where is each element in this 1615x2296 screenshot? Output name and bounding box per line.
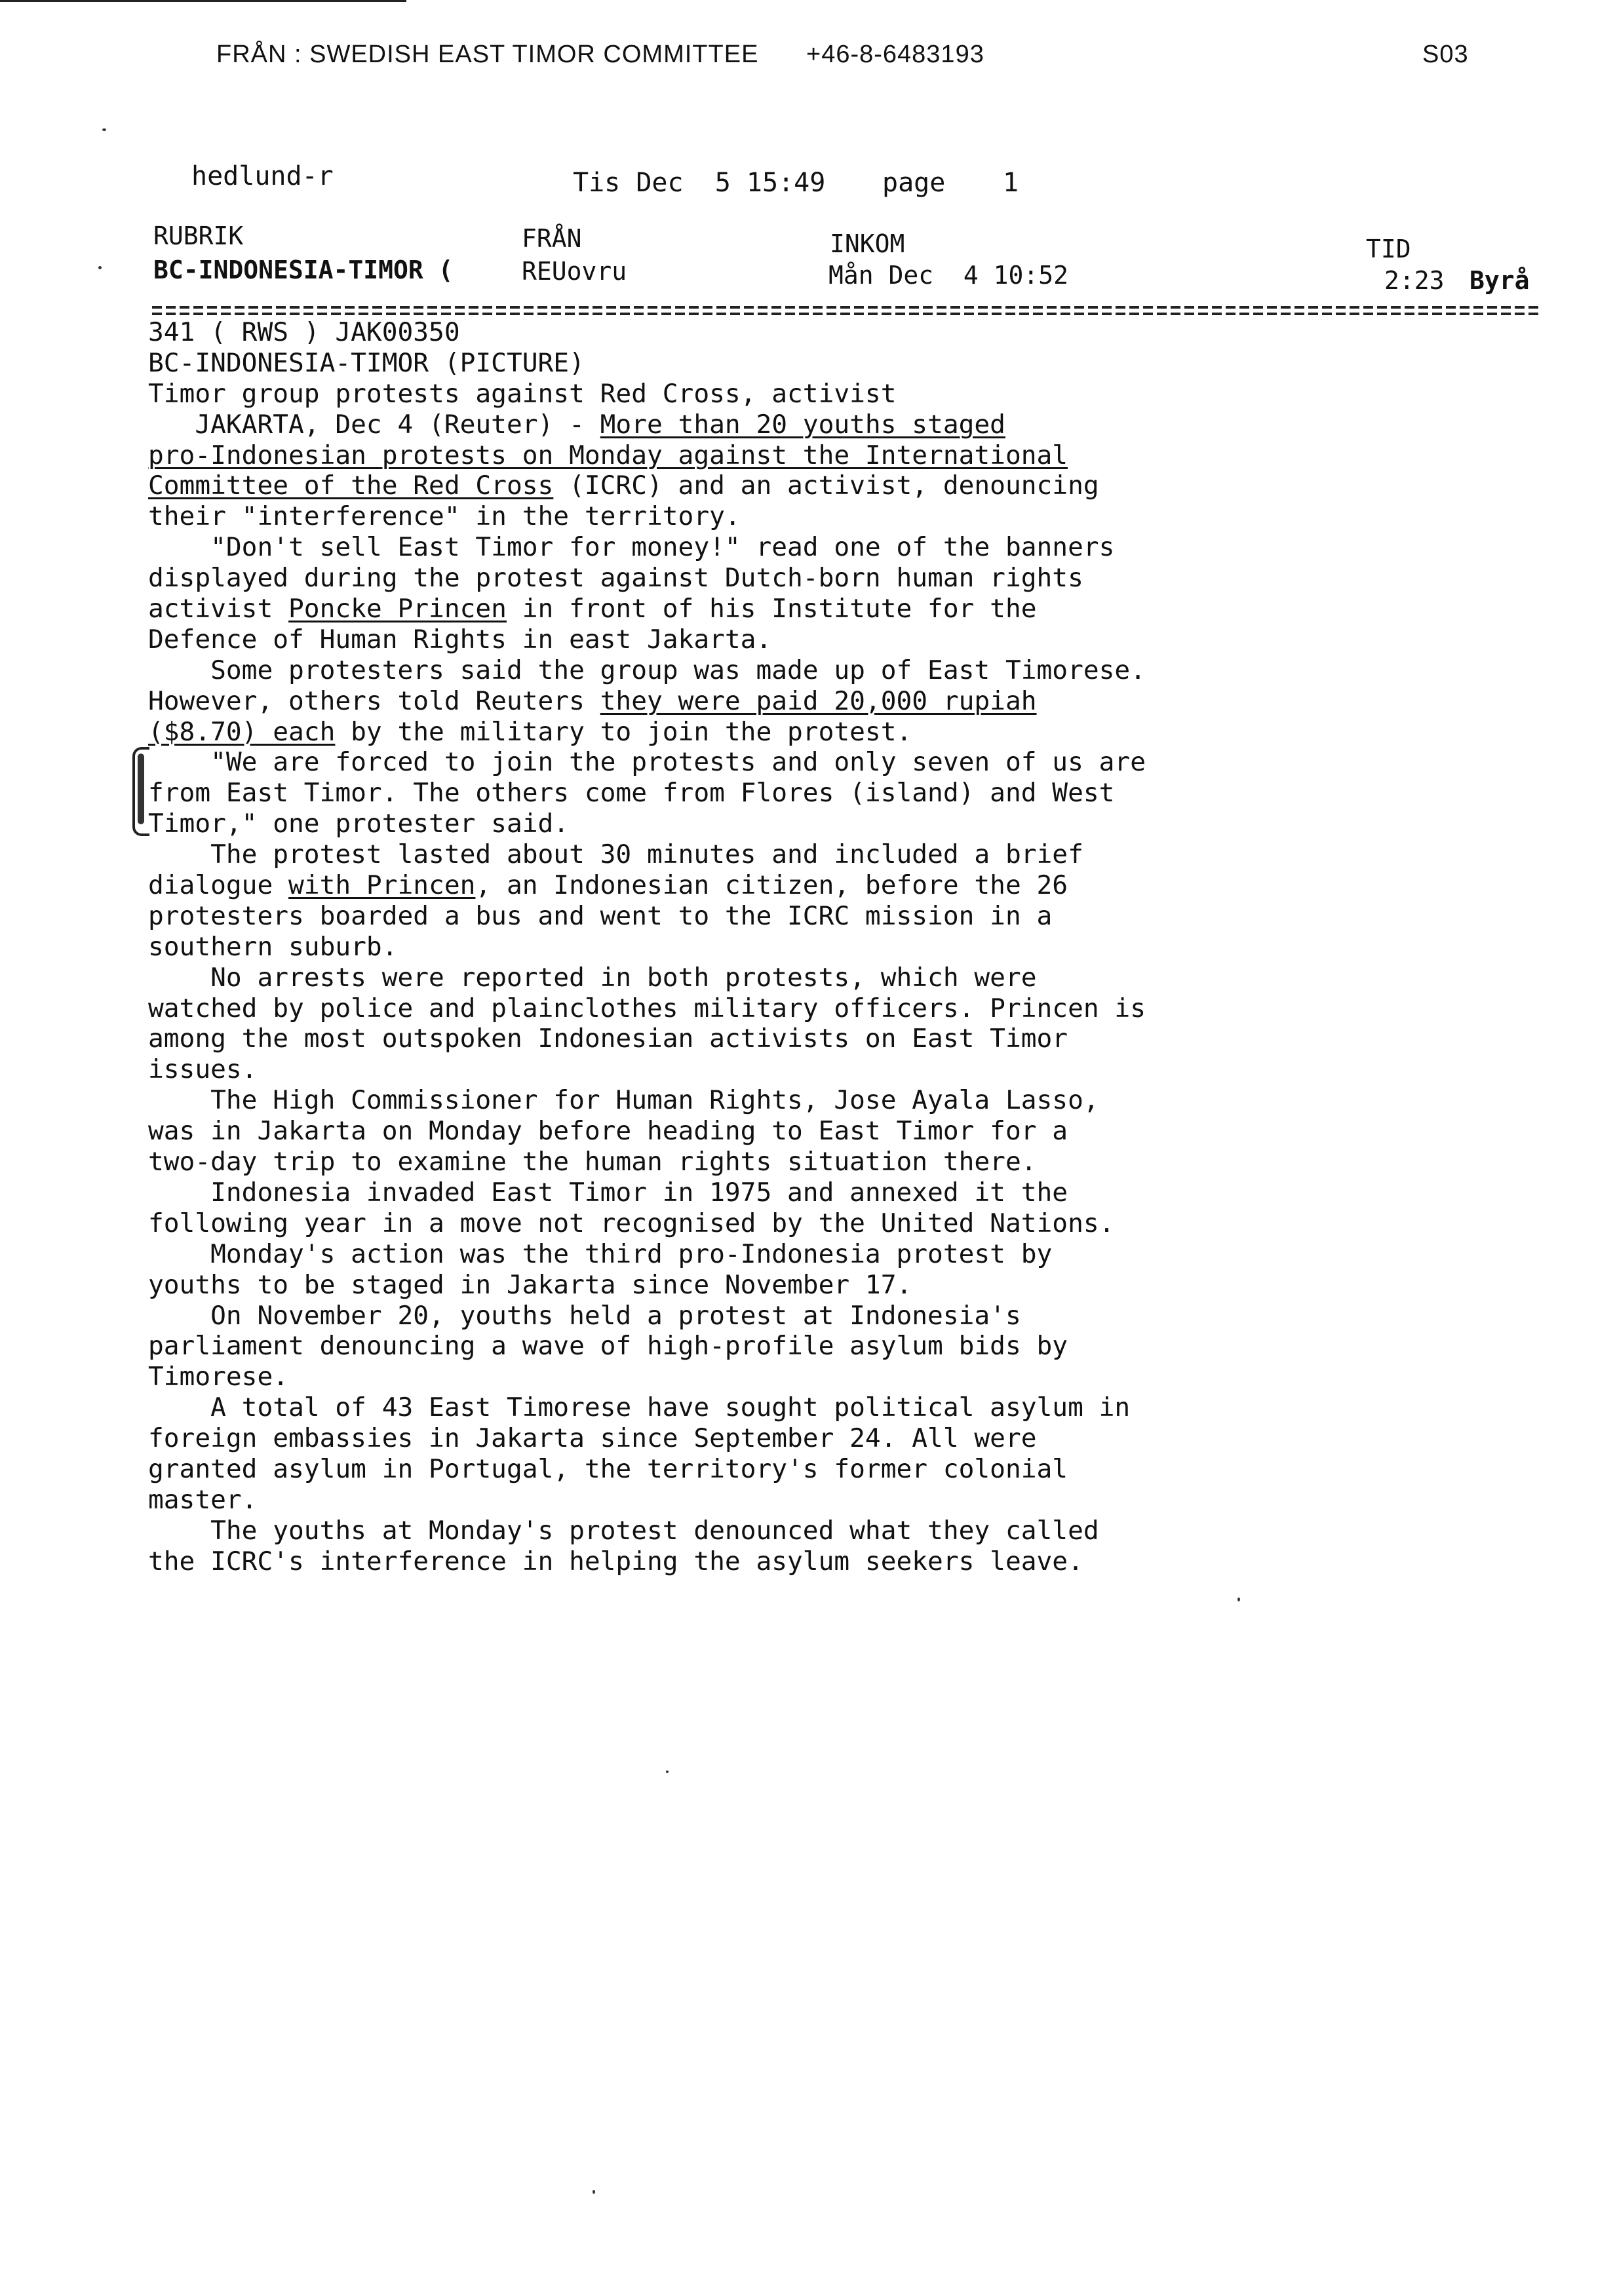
article-line: The youths at Monday's protest denounced what they called	[148, 1515, 1099, 1546]
article-line: However, others told Reuters they were paid 20,000 rupiah	[148, 685, 1037, 716]
handwritten-margin-stroke	[138, 754, 144, 824]
scan-speck	[102, 128, 106, 131]
scan-speck	[593, 2190, 595, 2194]
article-line: The High Commissioner for Human Rights, Jose Ayala Lasso,	[148, 1085, 1099, 1116]
article-line: parliament denouncing a wave of high-profile asylum bids by	[148, 1331, 1068, 1362]
article-line: watched by police and plainclothes military officers. Princen is	[148, 993, 1146, 1024]
scan-speck	[98, 266, 102, 269]
article-line: Indonesia invaded East Timor in 1975 and annexed it the	[148, 1177, 1068, 1208]
col-label-inkom: INKOM	[830, 229, 905, 258]
article-slug: BC-INDONESIA-TIMOR (PICTURE)	[148, 347, 585, 378]
article-line	[148, 440, 1302, 471]
article-id-line: 341 ( RWS ) JAK00350	[148, 317, 460, 347]
article-line: Timorese.	[148, 1362, 289, 1392]
article-line: On November 20, youths held a protest at Indonesia's	[148, 1300, 1021, 1331]
meta-user: hedlund-r	[191, 161, 334, 191]
article-line: issues.	[148, 1054, 258, 1085]
scan-speck	[1237, 1598, 1240, 1601]
separator-rule-top	[152, 306, 1542, 309]
article-line: southern suburb.	[148, 931, 398, 962]
separator-rule-bottom	[152, 313, 1542, 315]
article-line: The protest lasted about 30 minutes and included a brief	[148, 839, 1083, 870]
article-line: granted asylum in Portugal, the territory's former colonial	[148, 1453, 1068, 1484]
meta-page-number: 1	[1003, 168, 1019, 198]
underlined-phrase: Poncke Princen	[288, 594, 507, 624]
col-value-tid: 2:23	[1384, 266, 1445, 295]
article-line: Some protesters said the group was made up of East Timorese.	[148, 655, 1146, 685]
meta-page-label: page	[882, 168, 946, 198]
col-label-fran: FRÅN	[522, 224, 582, 253]
article-line: Monday's action was the third pro-Indonesia protest by	[148, 1238, 1053, 1269]
article-line: JAKARTA, Dec 4 (Reuter) - More than 20 youths staged	[148, 409, 1005, 440]
underlined-phrase: they were paid 20,000 rupiah	[600, 685, 1037, 716]
article-line: following year in a move not recognised by the United Nations.	[148, 1208, 1115, 1238]
article-line: A total of 43 East Timorese have sought political asylum in	[148, 1392, 1131, 1423]
col-value-inkom: Mån Dec 4 10:52	[828, 261, 1069, 290]
article-line: Defence of Human Rights in east Jakarta.	[148, 624, 772, 655]
article-line: activist Poncke Princen in front of his Institute for the	[148, 594, 1037, 624]
article-line: protesters boarded a bus and went to the ICRC mission in a	[148, 900, 1053, 931]
article-line: displayed during the protest against Dutch-born human rights	[148, 563, 1083, 594]
article-line: ($8.70) each by the military to join the protest.	[148, 716, 912, 747]
underlined-phrase: pro-Indonesian protests on Monday against the International	[148, 440, 1068, 470]
underlined-phrase: More than 20 youths staged	[600, 409, 1005, 440]
article-line: the ICRC's interference in helping the asylum seekers leave.	[148, 1546, 1083, 1577]
col-value-rubrik: BC-INDONESIA-TIMOR (	[153, 256, 454, 284]
meta-datetime: Tis Dec 5 15:49	[573, 168, 826, 198]
fax-sender: FRÅN : SWEDISH EAST TIMOR COMMITTEE	[216, 41, 759, 68]
article-line: their "interference" in the territory.	[148, 501, 741, 532]
article-body	[148, 317, 1302, 1577]
article-line: master.	[148, 1484, 258, 1515]
fax-phone: +46-8-6483193	[806, 41, 984, 68]
underlined-phrase: with Princen	[288, 870, 476, 901]
article-line: Timor," one protester said.	[148, 809, 570, 839]
article-line: No arrests were reported in both protests, which were	[148, 962, 1037, 993]
article-line: from East Timor. The others come from Flores (island) and West	[148, 778, 1115, 809]
article-line: was in Jakarta on Monday before heading to East Timor for a	[148, 1116, 1068, 1147]
col-label-rubrik: RUBRIK	[153, 221, 244, 250]
fax-page-code: S03	[1422, 41, 1469, 68]
article-line: youths to be staged in Jakarta since November 17.	[148, 1269, 912, 1300]
article-line: foreign embassies in Jakarta since September 24. All were	[148, 1423, 1037, 1454]
col-value-fran: REUovru	[522, 257, 627, 286]
article-line: dialogue with Princen, an Indonesian citizen, before the 26	[148, 870, 1068, 901]
article-line: "We are forced to join the protests and only seven of us are	[148, 747, 1146, 778]
article-line: two-day trip to examine the human rights situation there.	[148, 1147, 1037, 1177]
scan-speck	[666, 1770, 669, 1773]
article-line: "Don't sell East Timor for money!" read one of the banners	[148, 532, 1115, 563]
underlined-phrase: Committee of the Red Cross	[148, 470, 554, 501]
col-label-tid: TID	[1366, 235, 1411, 263]
underlined-phrase: ($8.70) each	[148, 716, 336, 747]
article-headline: Timor group protests against Red Cross, activist	[148, 378, 897, 409]
fax-top-rule	[0, 0, 406, 2]
article-line: among the most outspoken Indonesian activists on East Timor	[148, 1024, 1068, 1054]
article-line: Committee of the Red Cross (ICRC) and an activist, denouncing	[148, 470, 1099, 501]
col-value-byra: Byrå	[1469, 266, 1530, 295]
